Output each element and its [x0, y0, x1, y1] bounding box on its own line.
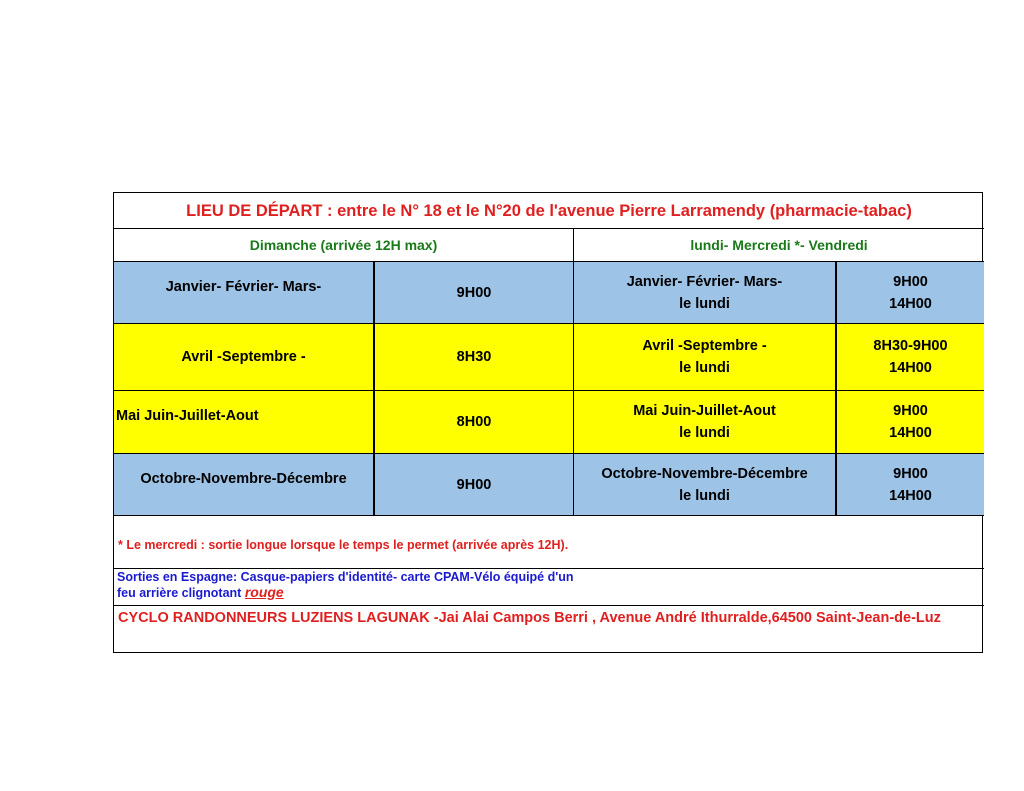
row1-sunday-time: 9H00 [375, 262, 574, 324]
spain-line2: feu arrière clignotant rouge [117, 584, 284, 600]
weekdays-header: lundi- Mercredi *- Vendredi [574, 229, 984, 262]
row4-weekday-period: Octobre-Novembre-Décembre le lundi [574, 454, 837, 516]
row2-sunday-period: Avril -Septembre - [114, 324, 375, 391]
row3-weekday-times: 9H00 14H00 [837, 391, 984, 454]
club-address: CYCLO RANDONNEURS LUZIENS LAGUNAK -Jai Alai Campos Berri , Avenue André Ithurralde,64500 Saint-Jean-de-Luz [118, 610, 941, 626]
row1-sunday-period: Janvier- Février- Mars- [114, 262, 375, 324]
row4-sunday-period: Octobre-Novembre-Décembre [114, 454, 375, 516]
row1-weekday-period: Janvier- Février- Mars- le lundi [574, 262, 837, 324]
spain-line1: Sorties en Espagne: Casque-papiers d'identité- carte CPAM-Vélo équipé d'un [117, 570, 574, 584]
sunday-header: Dimanche (arrivée 12H max) [114, 229, 574, 262]
spain-emphasis: rouge [244, 584, 284, 600]
row4-sunday-time: 9H00 [375, 454, 574, 516]
wednesday-note: * Le mercredi : sortie longue lorsque le temps le permet (arrivée après 12H). [114, 516, 984, 569]
spain-requirements [114, 569, 984, 606]
row2-weekday-period: Avril -Septembre - le lundi [574, 324, 837, 391]
schedule-table [113, 192, 983, 653]
row1-weekday-times: 9H00 14H00 [837, 262, 984, 324]
row4-weekday-times: 9H00 14H00 [837, 454, 984, 516]
row3-sunday-period: Mai Juin-Juillet-Aout [114, 391, 375, 454]
row3-sunday-time: 8H00 [375, 391, 574, 454]
row2-weekday-times: 8H30-9H00 14H00 [837, 324, 984, 391]
row2-sunday-time: 8H30 [375, 324, 574, 391]
row3-weekday-period: Mai Juin-Juillet-Aout le lundi [574, 391, 837, 454]
table-title: LIEU DE DÉPART : entre le N° 18 et le N°20 de l'avenue Pierre Larramendy (pharmacie-tabac) [114, 193, 984, 229]
